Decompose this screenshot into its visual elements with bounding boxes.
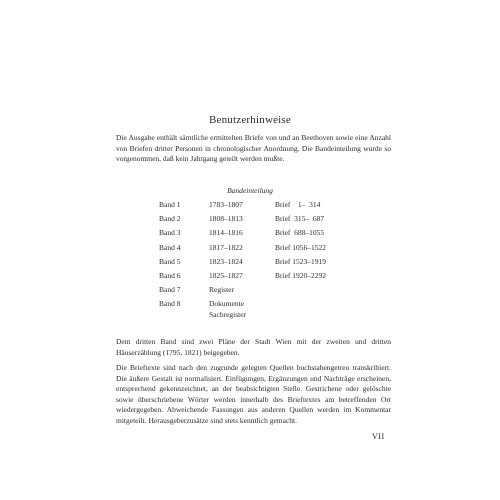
volume-years-line: Sachregister <box>209 309 247 319</box>
texts-paragraph: Die Brieftexte sind nach den zugrunde gelegten Quellen buchstabengetreu transkribiert. Die äußere Gestalt ist normalisiert. Einfügungen, Ergänzungen und Nachträge erscheinen, entsprechend gekennzeichnet, an der beabsichtigten Stelle. Gestrichene oder gelöschte sowie überschriebene Wörter werden innerhalb des Brieftextes am betreffenden Ort wiedergegeben. Abweichende Fassungen aus anderen Quellen werden im Kommentar mitgeteilt. Herausgeberzusätze sind stets kenntlich gemacht. <box>116 363 391 425</box>
volume-years <box>209 299 269 320</box>
volume-years-line: Dokumente <box>209 299 244 309</box>
volume-years-line: 1825–1827 <box>209 270 243 280</box>
volume-letter-range: Brief 1523–1919 <box>275 256 327 266</box>
volume-years <box>209 285 269 296</box>
volume-letter-range: Brief 688–1055 <box>275 228 325 238</box>
page-heading: Benutzerhinweise <box>208 114 291 126</box>
volume-band-label: Band 2 <box>159 214 181 224</box>
volume-years-line: 1814–1816 <box>209 228 243 238</box>
volume-table-title: Bandeinteilung <box>227 186 273 195</box>
volume-years <box>209 228 269 239</box>
volume-years-line: 1823–1824 <box>209 256 243 266</box>
volume-years <box>209 200 269 211</box>
volume-band-label: Band 4 <box>159 242 181 252</box>
volume-years <box>209 214 269 225</box>
volume-band-label: Band 1 <box>159 200 181 209</box>
volume-letter-range: Brief 315– 687 <box>275 214 325 224</box>
volume-letter-range: Brief 1– 314 <box>275 200 321 209</box>
volume-years-line: Register <box>209 285 234 295</box>
volume-years-line: 1817–1822 <box>209 242 243 252</box>
volume-band-label: Band 8 <box>159 299 181 309</box>
volume-letter-range: Brief 1920–2292 <box>275 270 327 280</box>
page-number: VII <box>372 432 385 441</box>
volume-years-line: 1783–1807 <box>209 200 243 209</box>
volume-band-label: Band 7 <box>159 285 181 295</box>
volume-years-line: 1808–1813 <box>209 214 243 224</box>
intro-paragraph: Die Ausgabe enthält sämtliche ermittelten Briefe von und an Beethoven sowie eine Anzahl von Briefen dritter Personen in chronologischer Anordnung. Die Bandeinteilung wurde so vorgenommen, daß kein Jahrgang geteilt werden mußte. <box>116 133 391 164</box>
volume-letter-range: Brief 1056–1522 <box>275 242 327 252</box>
volume-band-label: Band 3 <box>159 228 181 238</box>
volume-band-label: Band 6 <box>159 270 181 280</box>
volume-years <box>209 243 269 254</box>
volume-years <box>209 271 269 282</box>
plans-paragraph: Dem dritten Band sind zwei Pläne der Stadt Wien mit der zweiten und dritten Häuserzählung (1795, 1821) beigegeben. <box>116 337 391 357</box>
volume-band-label: Band 5 <box>159 256 181 266</box>
volume-years <box>209 257 269 268</box>
